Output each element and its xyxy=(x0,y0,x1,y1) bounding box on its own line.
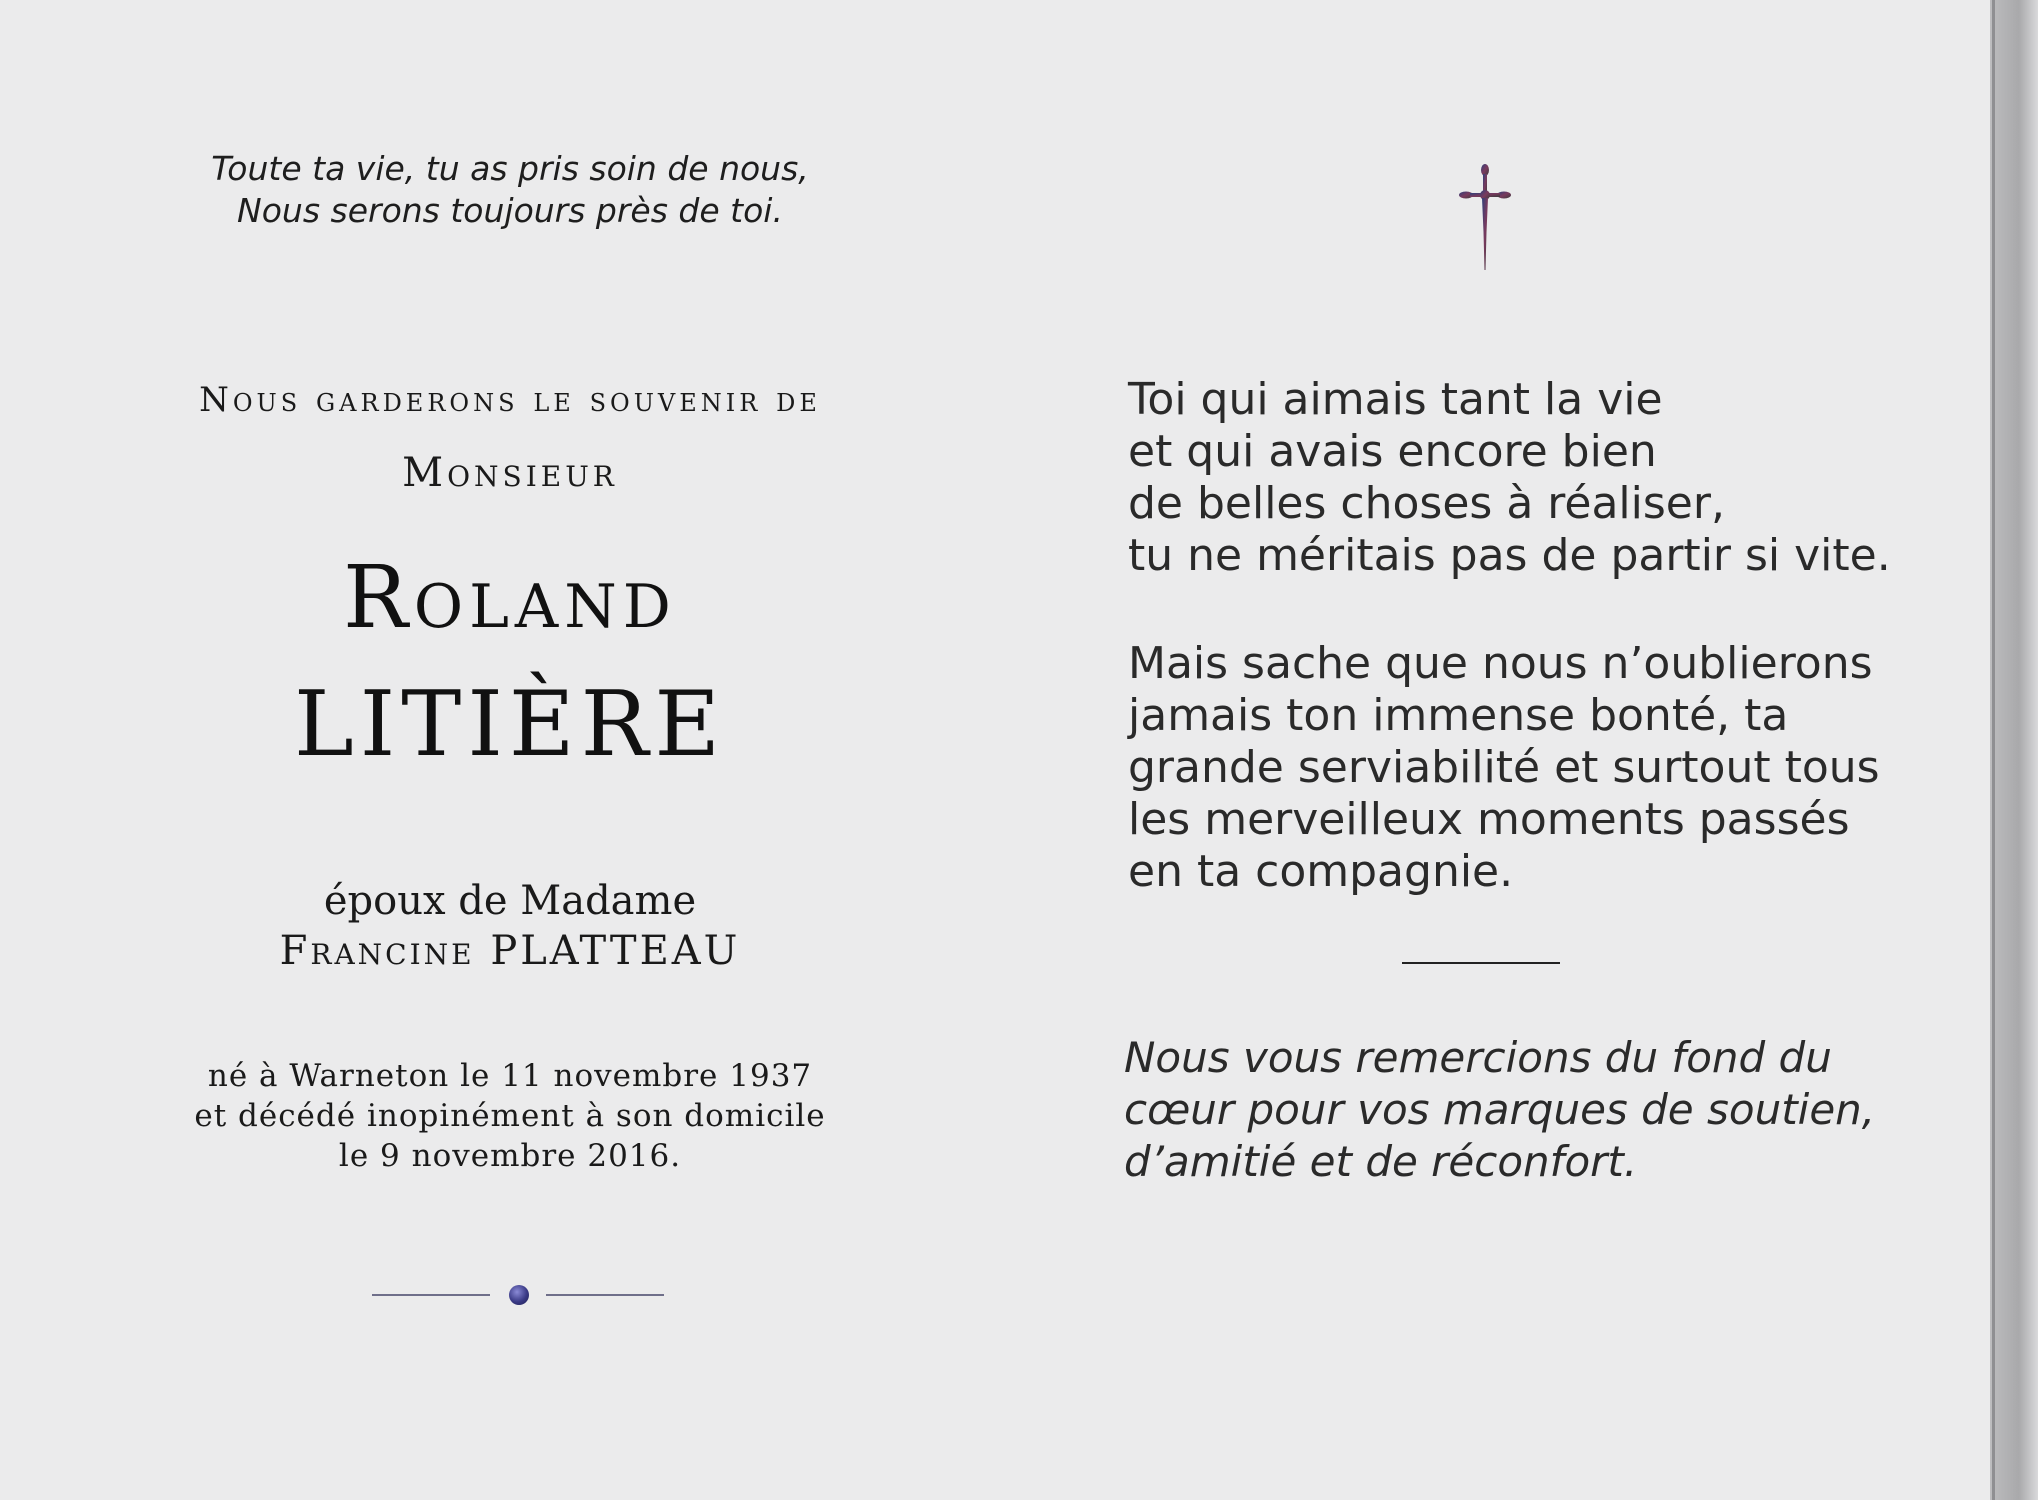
opening-quote xyxy=(0,148,1020,232)
ornament-dot-icon xyxy=(509,1285,529,1305)
death-line: et décédé inopinément à son domicile xyxy=(194,1098,826,1134)
poem-1-line-2: et qui avais encore bien xyxy=(1128,426,1657,477)
thanks-line-3: d’amitié et de réconfort. xyxy=(1124,1137,1638,1186)
poem-2-line-5: en ta compagnie. xyxy=(1128,846,1514,897)
thanks-line-2: cœur pour vos marques de soutien, xyxy=(1124,1085,1876,1134)
quote-line-2: Nous serons toujours près de toi. xyxy=(237,191,783,230)
poem-1-line-3: de belles choses à réaliser, xyxy=(1128,478,1725,529)
page-edge-line xyxy=(1992,0,1995,1500)
ornament-line-left xyxy=(372,1294,490,1296)
quote-line-1: Toute ta vie, tu as pris soin de nous, xyxy=(211,149,809,188)
poem-2-line-2: jamais ton immense bonté, ta xyxy=(1128,690,1789,741)
remembrance-line: Nous garderons le souvenir de xyxy=(199,380,821,420)
deceased-last-name: LITIÈRE xyxy=(293,672,727,777)
honorific-title: Monsieur xyxy=(402,450,618,496)
poem-stanza-2 xyxy=(1128,638,1928,898)
death-date-line: le 9 novembre 2016. xyxy=(338,1138,682,1174)
poem-1-line-1: Toi qui aimais tant la vie xyxy=(1128,374,1663,425)
poem-2-line-4: les merveilleux moments passés xyxy=(1128,794,1850,845)
poem-1-line-4: tu ne méritais pas de partir si vite. xyxy=(1128,530,1891,581)
spouse-name xyxy=(0,928,1020,974)
deceased-first-name: Roland xyxy=(343,548,677,648)
spouse-last-name: PLATTEAU xyxy=(490,928,741,974)
birth-line: né à Warneton le 11 novembre 1937 xyxy=(207,1058,813,1094)
bottom-ornament xyxy=(372,1280,664,1310)
section-divider xyxy=(1402,962,1560,964)
ornament-line-right xyxy=(546,1294,664,1296)
cross-icon xyxy=(1458,162,1512,274)
page-edge-shadow xyxy=(1990,0,2038,1500)
spouse-first-name: Francine xyxy=(279,928,475,974)
poem-2-line-1: Mais sache que nous n’oublierons xyxy=(1128,638,1873,689)
poem-stanza-1 xyxy=(1128,374,1928,582)
thanks-message xyxy=(1124,1032,1944,1188)
thanks-line-1: Nous vous remercions du fond du xyxy=(1124,1033,1832,1082)
spouse-intro: époux de Madame xyxy=(323,878,697,924)
life-dates xyxy=(0,1056,1020,1176)
poem-2-line-3: grande serviabilité et surtout tous xyxy=(1128,742,1880,793)
